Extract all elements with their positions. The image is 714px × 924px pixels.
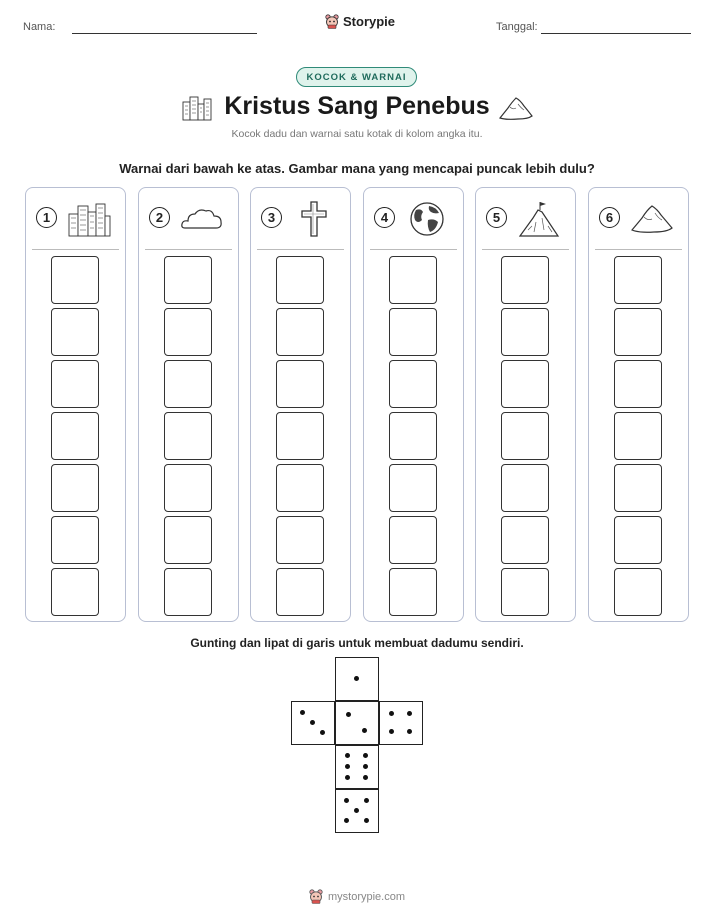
die-pip bbox=[363, 775, 368, 780]
color-box[interactable] bbox=[501, 360, 549, 408]
hill-icon bbox=[498, 94, 534, 122]
column-3 bbox=[250, 187, 351, 622]
column-divider bbox=[370, 249, 457, 250]
date-label: Tanggal: bbox=[496, 21, 538, 33]
color-box[interactable] bbox=[614, 308, 662, 356]
color-box[interactable] bbox=[51, 360, 99, 408]
color-box[interactable] bbox=[164, 568, 212, 616]
die-pip bbox=[346, 712, 351, 717]
color-box[interactable] bbox=[389, 308, 437, 356]
color-box[interactable] bbox=[51, 256, 99, 304]
column-divider bbox=[482, 249, 569, 250]
die-pip bbox=[344, 798, 349, 803]
color-box[interactable] bbox=[614, 256, 662, 304]
die-pip bbox=[320, 730, 325, 735]
color-box[interactable] bbox=[276, 568, 324, 616]
column-number: 2 bbox=[149, 207, 170, 228]
color-box[interactable] bbox=[501, 308, 549, 356]
die-pip bbox=[363, 764, 368, 769]
column-divider bbox=[32, 249, 119, 250]
color-box[interactable] bbox=[389, 360, 437, 408]
name-label: Nama: bbox=[23, 21, 56, 33]
color-box[interactable] bbox=[614, 360, 662, 408]
die-face-6 bbox=[335, 745, 379, 789]
color-box[interactable] bbox=[51, 516, 99, 564]
die-pip bbox=[300, 710, 305, 715]
cut-instruction: Gunting dan lipat di garis untuk membuat dadumu sendiri. bbox=[190, 636, 524, 650]
globe-icon bbox=[404, 200, 450, 238]
color-box[interactable] bbox=[164, 360, 212, 408]
die-pip bbox=[389, 711, 394, 716]
city-icon bbox=[66, 200, 112, 238]
color-box[interactable] bbox=[51, 412, 99, 460]
die-pip bbox=[345, 753, 350, 758]
die-face-2 bbox=[335, 701, 379, 745]
color-box[interactable] bbox=[276, 516, 324, 564]
die-pip bbox=[345, 775, 350, 780]
instruction-text: Warnai dari bawah ke atas. Gambar mana yang mencapai puncak lebih dulu? bbox=[119, 161, 595, 176]
column-number: 5 bbox=[486, 207, 507, 228]
color-box[interactable] bbox=[276, 360, 324, 408]
color-box[interactable] bbox=[51, 568, 99, 616]
color-box[interactable] bbox=[164, 412, 212, 460]
color-box[interactable] bbox=[276, 256, 324, 304]
page-subtitle: Kocok dadu dan warnai satu kotak di kolom angka itu. bbox=[231, 128, 483, 140]
die-face-5 bbox=[335, 789, 379, 833]
color-box[interactable] bbox=[51, 464, 99, 512]
footer-url[interactable]: mystorypie.com bbox=[327, 890, 406, 903]
page-title: Kristus Sang Penebus bbox=[224, 92, 490, 120]
die-pip bbox=[364, 818, 369, 823]
column-4 bbox=[363, 187, 464, 622]
die-face-4 bbox=[379, 701, 423, 745]
die-pip bbox=[310, 720, 315, 725]
color-box[interactable] bbox=[501, 412, 549, 460]
die-pip bbox=[364, 798, 369, 803]
die-pip bbox=[345, 764, 350, 769]
die-pip bbox=[363, 753, 368, 758]
activity-badge: KOCOK & WARNAI bbox=[296, 67, 417, 87]
die-face-1 bbox=[335, 657, 379, 701]
color-box[interactable] bbox=[501, 256, 549, 304]
column-number: 4 bbox=[374, 207, 395, 228]
column-number: 1 bbox=[36, 207, 57, 228]
date-line[interactable] bbox=[541, 33, 691, 34]
die-pip bbox=[354, 676, 359, 681]
color-box[interactable] bbox=[614, 516, 662, 564]
color-box[interactable] bbox=[51, 308, 99, 356]
color-box[interactable] bbox=[164, 308, 212, 356]
name-line[interactable] bbox=[72, 33, 257, 34]
color-box[interactable] bbox=[501, 464, 549, 512]
color-box[interactable] bbox=[276, 464, 324, 512]
brand-logo bbox=[325, 14, 395, 29]
column-5 bbox=[475, 187, 576, 622]
cross-icon bbox=[291, 200, 337, 238]
cloud-icon bbox=[179, 200, 225, 238]
color-box[interactable] bbox=[501, 516, 549, 564]
color-box[interactable] bbox=[389, 516, 437, 564]
color-box[interactable] bbox=[164, 464, 212, 512]
color-box[interactable] bbox=[389, 568, 437, 616]
column-number: 3 bbox=[261, 207, 282, 228]
column-divider bbox=[145, 249, 232, 250]
color-box[interactable] bbox=[389, 464, 437, 512]
storypie-mascot-icon bbox=[309, 889, 323, 904]
column-2 bbox=[138, 187, 239, 622]
hill-icon bbox=[629, 200, 675, 238]
color-box[interactable] bbox=[614, 412, 662, 460]
die-pip bbox=[389, 729, 394, 734]
die-pip bbox=[344, 818, 349, 823]
die-pip bbox=[407, 711, 412, 716]
die-pip bbox=[362, 728, 367, 733]
column-divider bbox=[595, 249, 682, 250]
color-box[interactable] bbox=[276, 308, 324, 356]
color-box[interactable] bbox=[389, 256, 437, 304]
die-pip bbox=[354, 808, 359, 813]
footer bbox=[0, 889, 714, 904]
column-6 bbox=[588, 187, 689, 622]
die-pip bbox=[407, 729, 412, 734]
color-box[interactable] bbox=[614, 464, 662, 512]
die-face-3 bbox=[291, 701, 335, 745]
brand-name: Storypie bbox=[343, 14, 396, 29]
column-1 bbox=[25, 187, 126, 622]
mountain-flag-icon bbox=[516, 200, 562, 238]
storypie-mascot-icon bbox=[325, 14, 339, 29]
color-box[interactable] bbox=[164, 516, 212, 564]
color-box[interactable] bbox=[501, 568, 549, 616]
color-box[interactable] bbox=[614, 568, 662, 616]
column-divider bbox=[257, 249, 344, 250]
column-number: 6 bbox=[599, 207, 620, 228]
color-box[interactable] bbox=[164, 256, 212, 304]
color-box[interactable] bbox=[276, 412, 324, 460]
color-box[interactable] bbox=[389, 412, 437, 460]
